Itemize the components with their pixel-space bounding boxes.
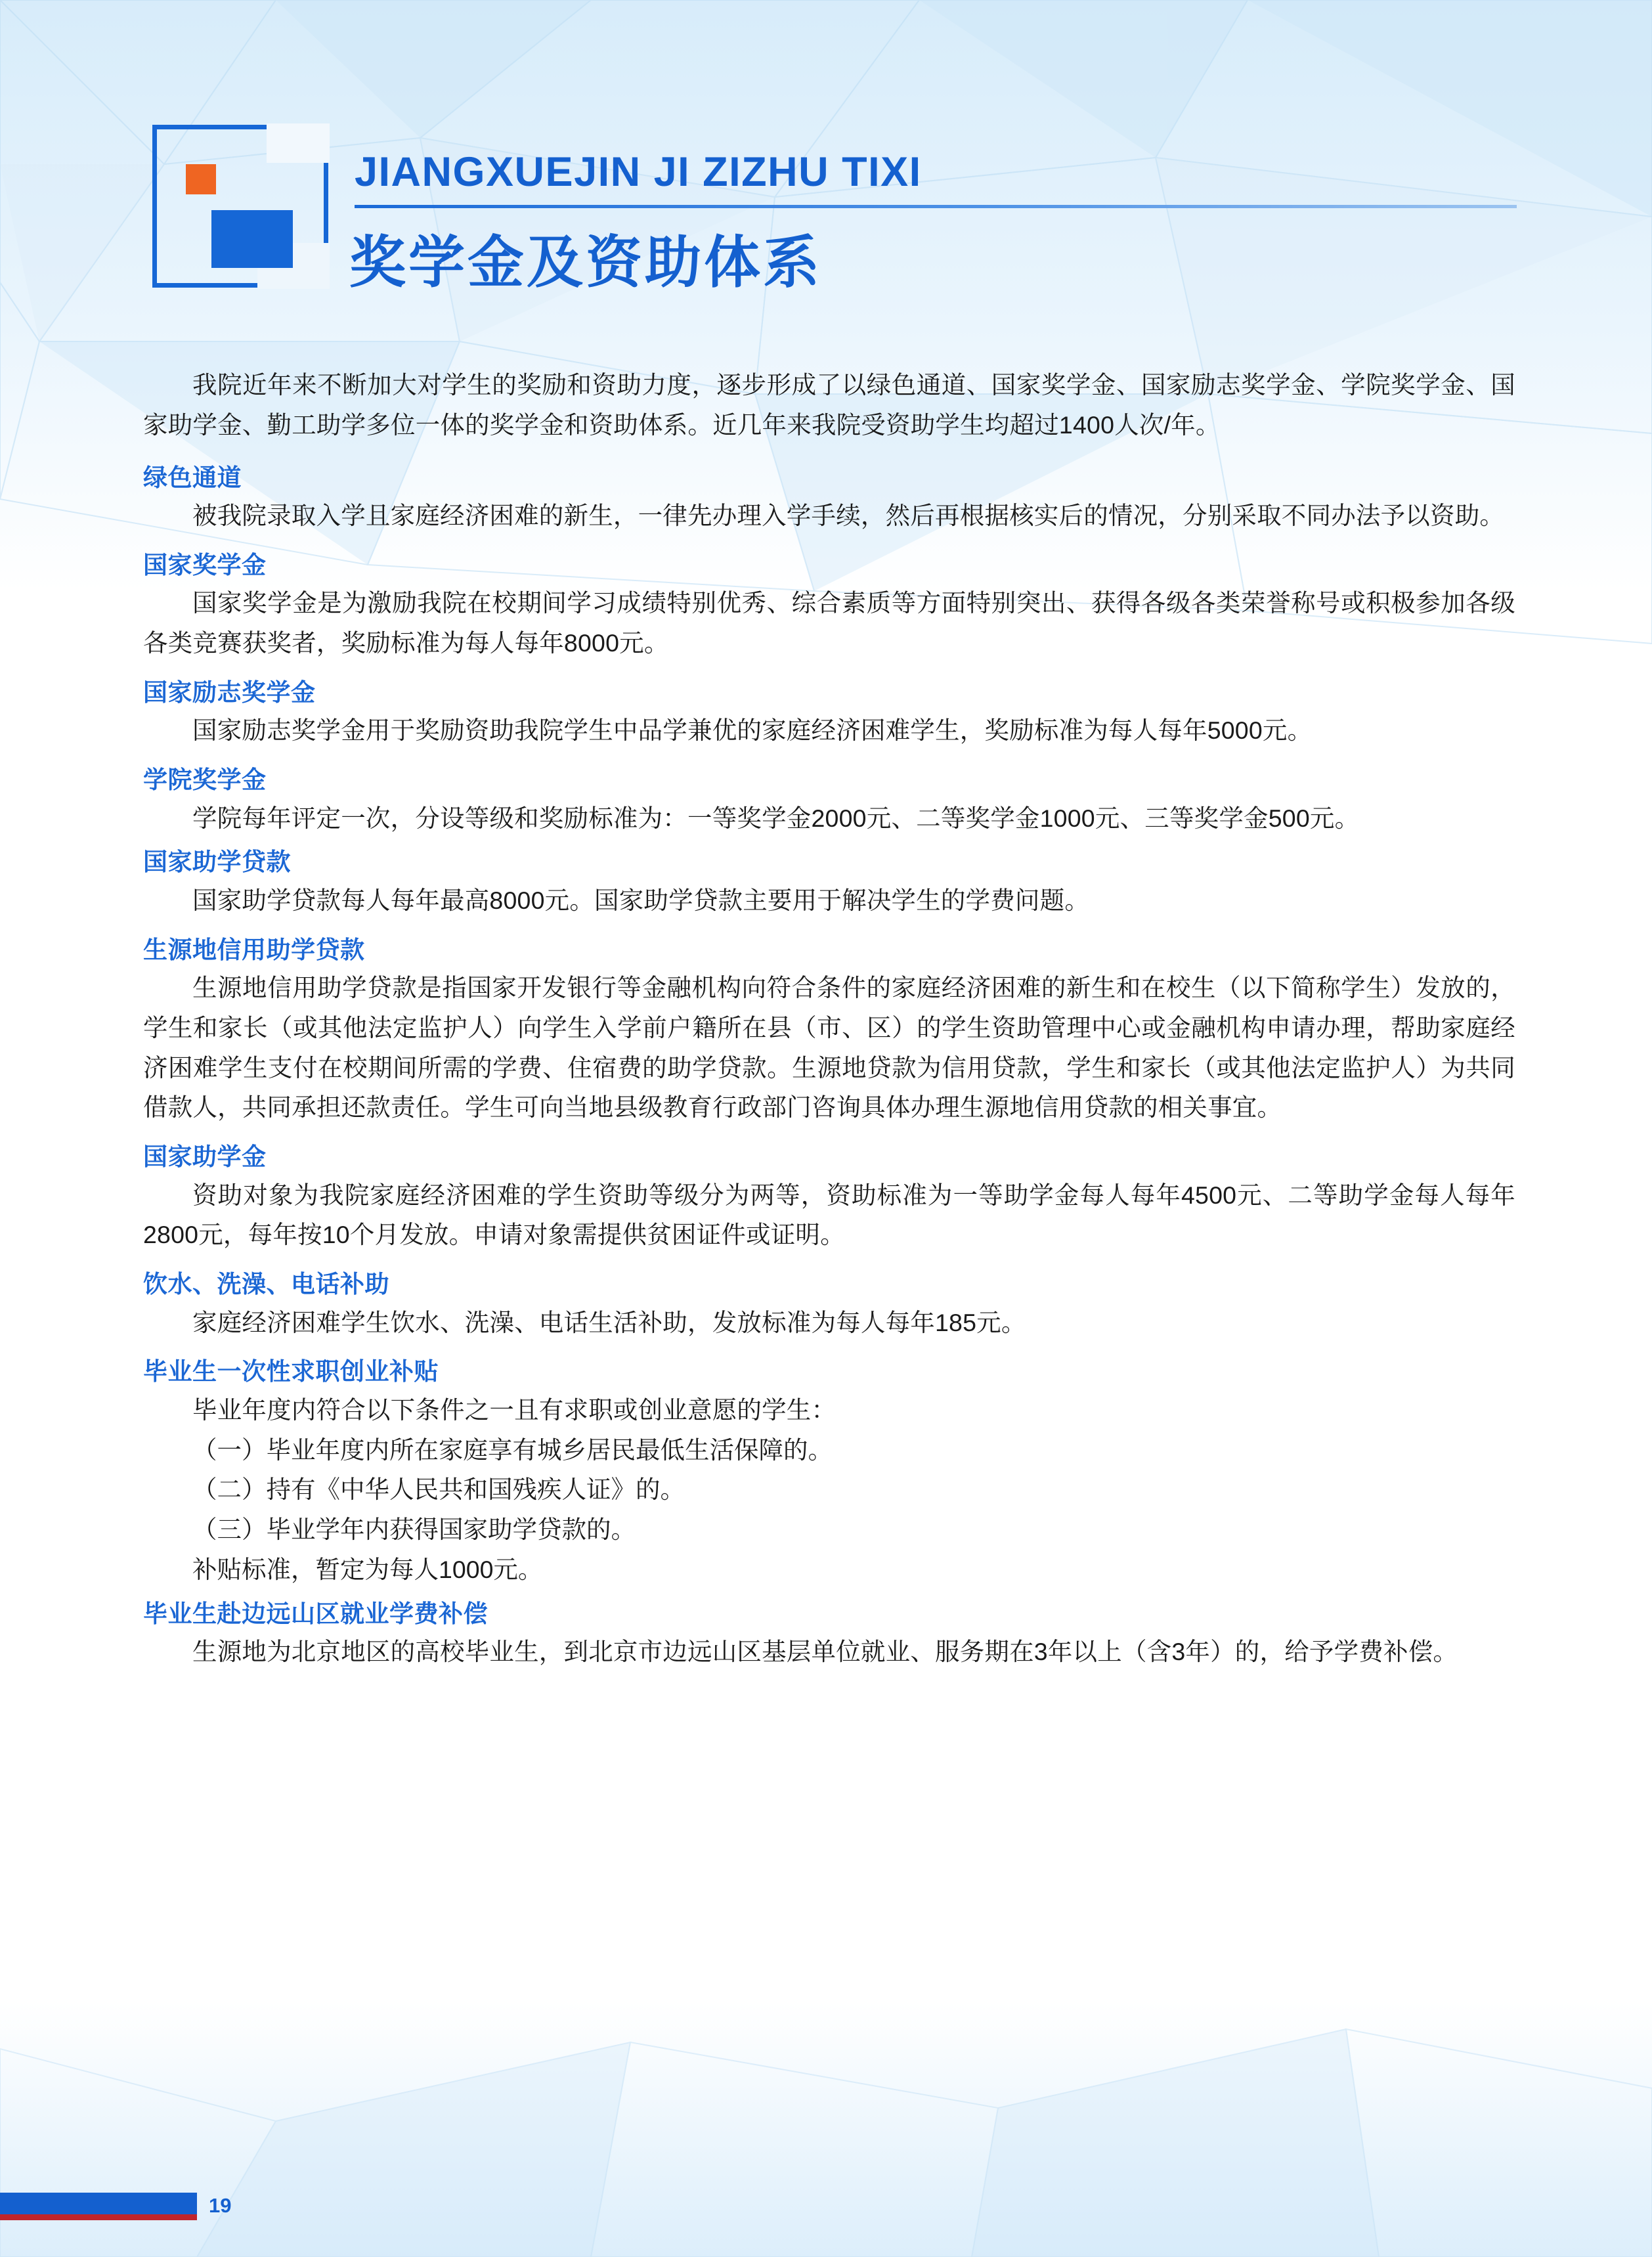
section-heading: 国家励志奖学金	[143, 678, 316, 706]
subsidy-lead: 毕业年度内符合以下条件之一且有求职或创业意愿的学生：	[192, 1395, 837, 1424]
section-heading: 国家奖学金	[143, 551, 267, 579]
subsidy-standard: 补贴标准，暂定为每人1000元。	[192, 1555, 543, 1583]
section-body: 国家励志奖学金用于奖励资助我院学生中品学兼优的家庭经济困难学生，奖励标准为每人每年5000元。	[192, 716, 1313, 745]
section-body: 学院每年评定一次，分设等级和奖励标准为：一等奖学金2000元、二等奖学金1000元、三等奖学金500元。	[192, 804, 1360, 832]
section-heading: 毕业生一次性求职创业补贴	[143, 1358, 439, 1386]
section-heading: 生源地信用助学贷款	[143, 936, 365, 963]
page-number: 19	[209, 2194, 232, 2217]
section-heading: 国家助学金	[143, 1143, 267, 1170]
document-body	[143, 365, 1515, 1674]
section-body: 国家助学贷款每人每年最高8000元。国家助学贷款主要用于解决学生的学费问题。	[192, 886, 1090, 914]
page-header	[0, 0, 1652, 341]
section-body: 国家奖学金是为激励我院在校期间学习成绩特别优秀、综合素质等方面特别突出、获得各级各类荣誉称号或积极参加各级各类竞赛获奖者，奖励标准为每人每年8000元。	[143, 589, 1515, 657]
section-job-seeking-subsidy	[143, 1353, 1515, 1589]
section-body: 家庭经济困难学生饮水、洗澡、电话生活补助，发放标准为每人每年185元。	[192, 1308, 1026, 1336]
section-body: 生源地信用助学贷款是指国家开发银行等金融机构向符合条件的家庭经济困难的新生和在校生（以下简称学生）发放的，学生和家长（或其他法定监护人）向学生入学前户籍所在县（市、区）的学生资助管理中心或金融机构申请办理，帮助家庭经济困难学生支付在校期间所需的学费、住宿费的助学贷款。生源地贷款为信用贷款，学生和家长（或其他法定监护人）为共同借款人，共同承担还款责任。学生可向当地县级教育行政部门咨询具体办理生源地信用贷款的相关事宜。	[143, 974, 1515, 1122]
section-body: 被我院录取入学且家庭经济困难的新生，一律先办理入学手续，然后再根据核实后的情况，分别采取不同办法予以资助。	[192, 502, 1505, 529]
list-item: （二）持有《中华人民共和国残疾人证》的。	[192, 1476, 685, 1504]
logo-orange-square-icon	[186, 164, 216, 194]
intro-paragraph: 我院近年来不断加大对学生的奖励和资助力度，逐步形成了以绿色通道、国家奖学金、国家励志奖学金、学院奖学金、国家助学金、勤工助学多位一体的奖学金和资助体系。近几年来我院受资助学生均超过1400人次/年。	[143, 371, 1515, 439]
section-green-channel	[143, 460, 1515, 536]
section-college-scholarship	[143, 762, 1515, 838]
page-title: 奖学金及资助体系	[349, 231, 822, 294]
list-item: （一）毕业年度内所在家庭享有城乡居民最低生活保障的。	[192, 1435, 833, 1464]
section-heading: 国家助学贷款	[143, 848, 291, 876]
page-title-pinyin: JIANGXUEJIN JI ZIZHU TIXI	[355, 149, 922, 195]
logo-blue-square-icon	[211, 210, 293, 268]
section-heading: 学院奖学金	[143, 766, 267, 793]
section-national-grant	[143, 1139, 1515, 1255]
section-heading: 饮水、洗澡、电话补助	[143, 1271, 389, 1298]
section-remote-area-tuition-compensation	[143, 1596, 1515, 1672]
section-national-student-loan	[143, 844, 1515, 920]
section-heading: 毕业生赴边远山区就业学费补偿	[143, 1600, 488, 1627]
list-item: （三）毕业学年内获得国家助学贷款的。	[192, 1516, 636, 1543]
section-national-encouragement-scholarship	[143, 674, 1515, 751]
footer-bar-accent	[0, 2214, 197, 2220]
title-divider	[355, 205, 1517, 208]
section-living-subsidy	[143, 1266, 1515, 1342]
section-national-scholarship	[143, 547, 1515, 663]
section-origin-credit-loan	[143, 932, 1515, 1128]
section-body: 资助对象为我院家庭经济困难的学生资助等级分为两等，资助标准为一等助学金每人每年4500元、二等助学金每人每年2800元，每年按10个月发放。申请对象需提供贫困证件或证明。	[143, 1181, 1515, 1249]
section-body: 生源地为北京地区的高校毕业生，到北京市边远山区基层单位就业、服务期在3年以上（含3年）的，给予学费补偿。	[192, 1638, 1458, 1665]
section-heading: 绿色通道	[143, 464, 242, 491]
